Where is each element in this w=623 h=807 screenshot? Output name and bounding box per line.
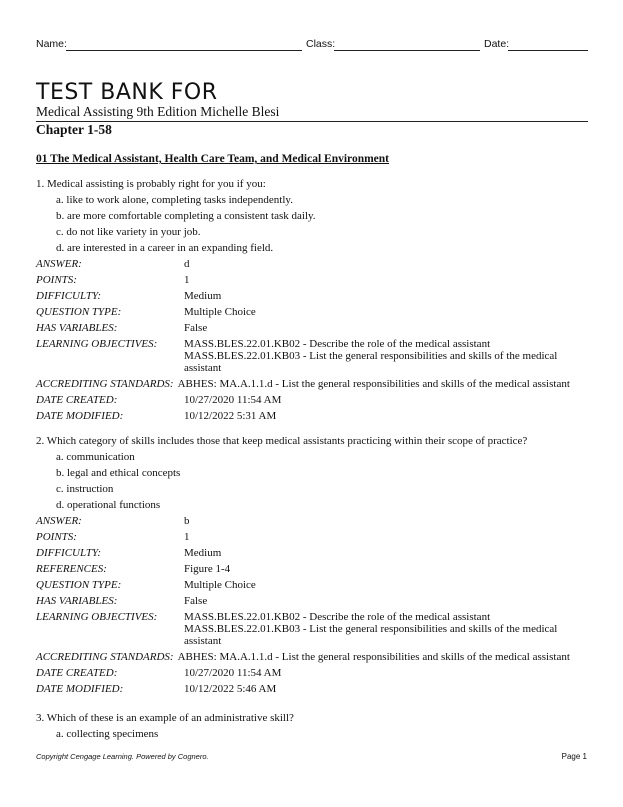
date-field[interactable] (508, 50, 588, 51)
question-1 (36, 176, 588, 424)
difficulty-row: DIFFICULTY: Medium (36, 290, 222, 302)
accrediting-standards-row: ACCREDITING STANDARDS: ABHES: MA.A.1.1.d - List the general responsibilities and skills of the medical assistant (36, 378, 570, 390)
option-c: c. do not like variety in your job. (56, 226, 201, 238)
learning-objectives-row: LEARNING OBJECTIVES: MASS.BLES.22.01.KB02 - Describe the role of the medical assistant MASS.BLES.22.01.KB03 - List the general responsibilities and skills of the medical assistant (36, 611, 558, 647)
question-stem: 1. Medical assisting is probably right for you if you: (36, 178, 266, 190)
student-info-header (36, 38, 588, 54)
accrediting-standards-row: ACCREDITING STANDARDS: ABHES: MA.A.1.1.d - List the general responsibilities and skills of the medical assistant (36, 651, 570, 663)
name-field[interactable] (66, 50, 302, 51)
answer-value: d (184, 258, 190, 270)
question-2 (36, 433, 588, 697)
option-b: b. legal and ethical concepts (56, 467, 181, 479)
section-title: 01 The Medical Assistant, Health Care Team, and Medical Environment (36, 153, 390, 165)
has-variables-row: HAS VARIABLES: False (36, 322, 208, 334)
learning-objectives-row: LEARNING OBJECTIVES: MASS.BLES.22.01.KB02 - Describe the role of the medical assistant MASS.BLES.22.01.KB03 - List the general responsibilities and skills of the medical assistant (36, 338, 558, 374)
question-type-row: QUESTION TYPE: Multiple Choice (36, 306, 256, 318)
document-title: TEST BANK FOR (36, 80, 218, 105)
question-type-row: QUESTION TYPE: Multiple Choice (36, 579, 256, 591)
answer-value: b (184, 515, 190, 527)
difficulty-row: DIFFICULTY: Medium (36, 547, 222, 559)
question-3 (36, 710, 588, 742)
name-label: Name: (36, 38, 67, 50)
option-a: a. like to work alone, completing tasks independently. (56, 194, 293, 206)
document-subtitle: Medical Assisting 9th Edition Michelle Blesi (36, 104, 280, 119)
option-c: c. instruction (56, 483, 114, 495)
date-created-row: DATE CREATED: 10/27/2020 11:54 AM (36, 667, 282, 679)
option-a: a. communication (56, 451, 135, 463)
date-created-row: DATE CREATED: 10/27/2020 11:54 AM (36, 394, 282, 406)
points-row: POINTS: 1 (36, 531, 190, 543)
class-label: Class: (306, 38, 336, 50)
option-d: d. are interested in a career in an expanding field. (56, 242, 274, 254)
date-modified-row: DATE MODIFIED: 10/12/2022 5:46 AM (36, 683, 277, 695)
has-variables-row: HAS VARIABLES: False (36, 595, 208, 607)
page-number: Page 1 (561, 752, 587, 761)
question-stem: 3. Which of these is an example of an administrative skill? (36, 712, 294, 724)
date-modified-row: DATE MODIFIED: 10/12/2022 5:31 AM (36, 410, 277, 422)
chapter-heading: Chapter 1-58 (36, 122, 112, 137)
date-label: Date: (484, 38, 510, 50)
answer-row: ANSWER: d (36, 256, 588, 272)
option-b: b. are more comfortable completing a consistent task daily. (56, 210, 316, 222)
class-field[interactable] (334, 50, 480, 51)
title-divider (36, 121, 588, 122)
question-stem: 2. Which category of skills includes those that keep medical assistants practicing within their scope of practice? (36, 435, 528, 447)
references-row: REFERENCES: Figure 1-4 (36, 563, 231, 575)
points-row: POINTS: 1 (36, 274, 190, 286)
copyright-footer: Copyright Cengage Learning. Powered by Cognero. (36, 752, 209, 761)
option-a: a. collecting specimens (56, 728, 159, 740)
option-d: d. operational functions (56, 499, 161, 511)
answer-row: ANSWER: b (36, 513, 588, 529)
